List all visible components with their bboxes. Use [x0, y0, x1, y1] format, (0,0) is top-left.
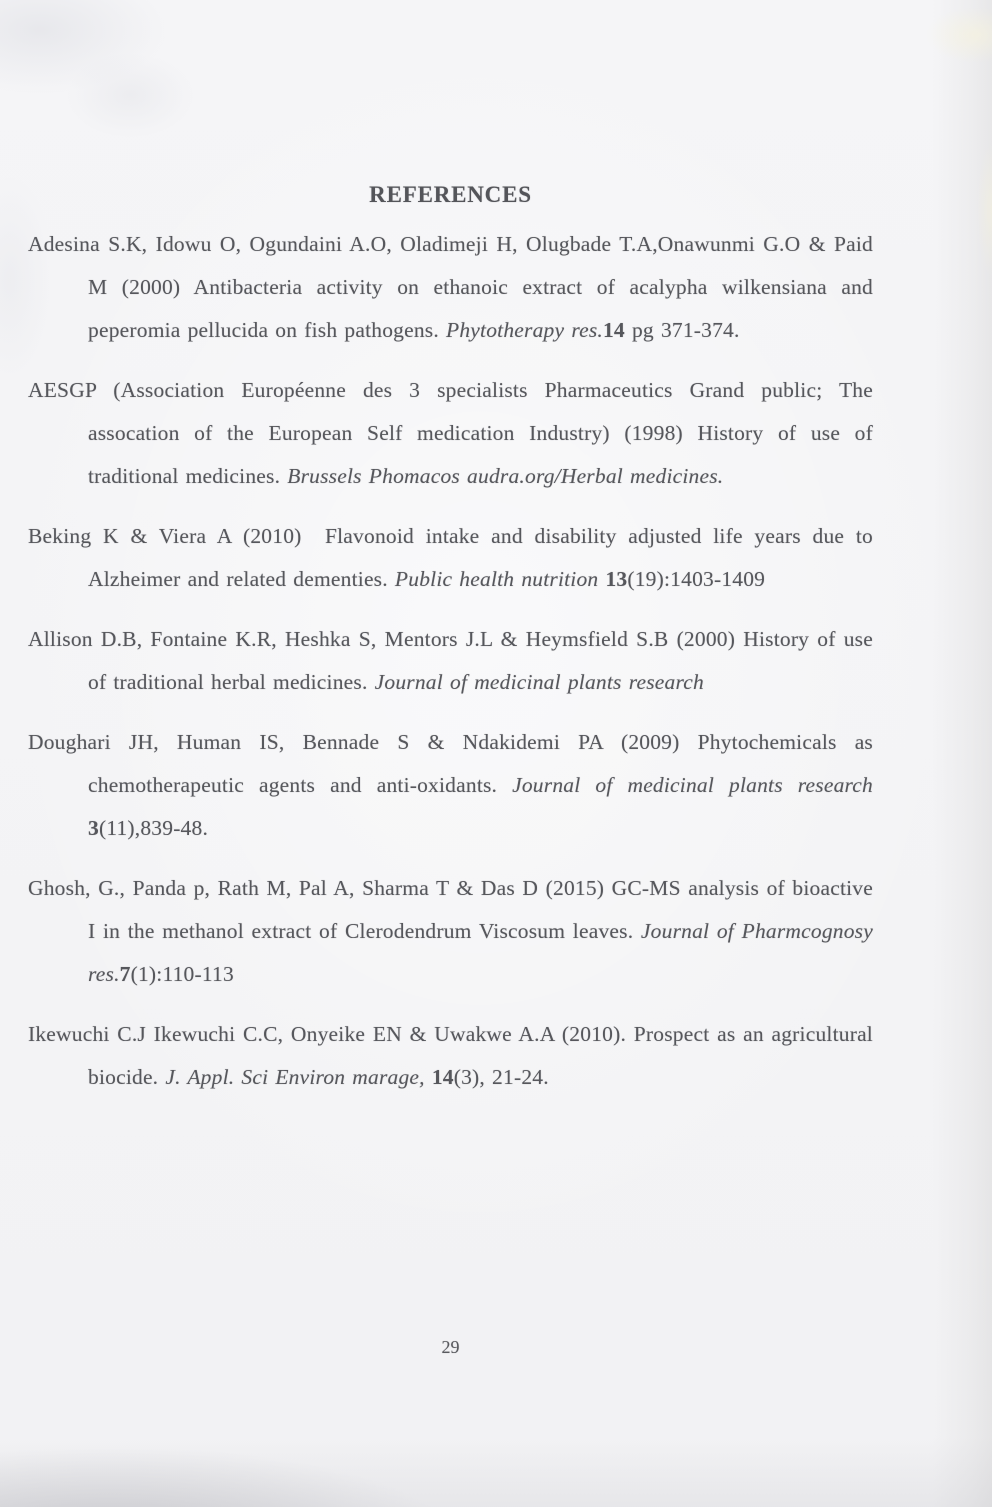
page-title: REFERENCES [369, 182, 532, 207]
reference-text-segment: Adesina S.K, Idowu O, Ogundaini A.O, Oladimeji H, Olugbade T.A,Onawunmi G.O & Paid M (2000) Antibacteria activity on ethanoic extract of acalypha wilkensiana and peperomia pellucida on fish pathogens. [28, 232, 873, 342]
reference-text-segment: (3), 21-24. [453, 1065, 549, 1089]
reference-text-segment: Phytotherapy res. [446, 318, 603, 342]
reference-text-segment: AESGP (Association Européenne des 3 specialists Pharmaceutics Grand public; The assocation of the European Self medication Industry) (1998) History of use of traditional medicines. [28, 378, 873, 488]
reference-text-segment: Ghosh, G., Panda p, Rath M, Pal A, Sharma T & Das D (2015) GC-MS analysis of bioactive I in the methanol extract of Clerodendrum Viscosum leaves. [28, 876, 873, 943]
references-section [28, 181, 873, 1116]
reference-text-segment: 14 [602, 318, 625, 342]
reference-text-segment: Doughari JH, Human IS, Bennade S & Ndakidemi PA (2009) Phytochemicals as chemotherapeutic agents and anti-oxidants. [28, 730, 873, 797]
reference-text-segment: 7 [119, 962, 131, 986]
reference-text-segment: Journal of Pharmcognosy res. [88, 919, 873, 986]
reference-text-segment: (1):110-113 [130, 962, 234, 986]
reference-entry [28, 721, 873, 850]
reference-entry [28, 223, 873, 352]
reference-text-segment: 3 [88, 816, 99, 840]
reference-text-segment: 14 [431, 1065, 454, 1089]
reference-text-segment: 13 [605, 567, 628, 591]
reference-text-segment: Ikewuchi C.J Ikewuchi C.C, Onyeike EN & Uwakwe A.A (2010). Prospect as an agricultural biocide. [28, 1022, 873, 1089]
reference-text-segment: Beking K & Viera A (2010) Flavonoid intake and disability adjusted life years due to Alzheimer and related dementies. [28, 524, 873, 591]
reference-list [28, 223, 873, 1099]
reference-entry [28, 369, 873, 498]
reference-entry [28, 515, 873, 601]
reference-text-segment: Allison D.B, Fontaine K.R, Heshka S, Mentors J.L & Heymsfield S.B (2000) History of use of traditional herbal medicines. [28, 627, 873, 694]
reference-text-segment: J. Appl. Sci Environ marage, [165, 1065, 432, 1089]
reference-text-segment: Public health nutrition [394, 567, 606, 591]
reference-text-segment: Journal of medicinal plants research [374, 670, 704, 694]
reference-entry [28, 618, 873, 704]
reference-entry [28, 867, 873, 996]
reference-text-segment: Journal of medicinal plants research [512, 773, 873, 797]
reference-text-segment: Brussels Phomacos audra.org/Herbal medicines. [287, 464, 724, 488]
page-number: 29 [441, 1337, 460, 1357]
reference-text-segment: (11),839-48. [98, 816, 209, 840]
reference-text-segment: (19):1403-1409 [627, 567, 766, 591]
reference-text-segment: pg 371-374. [624, 318, 740, 342]
reference-entry [28, 1013, 873, 1099]
